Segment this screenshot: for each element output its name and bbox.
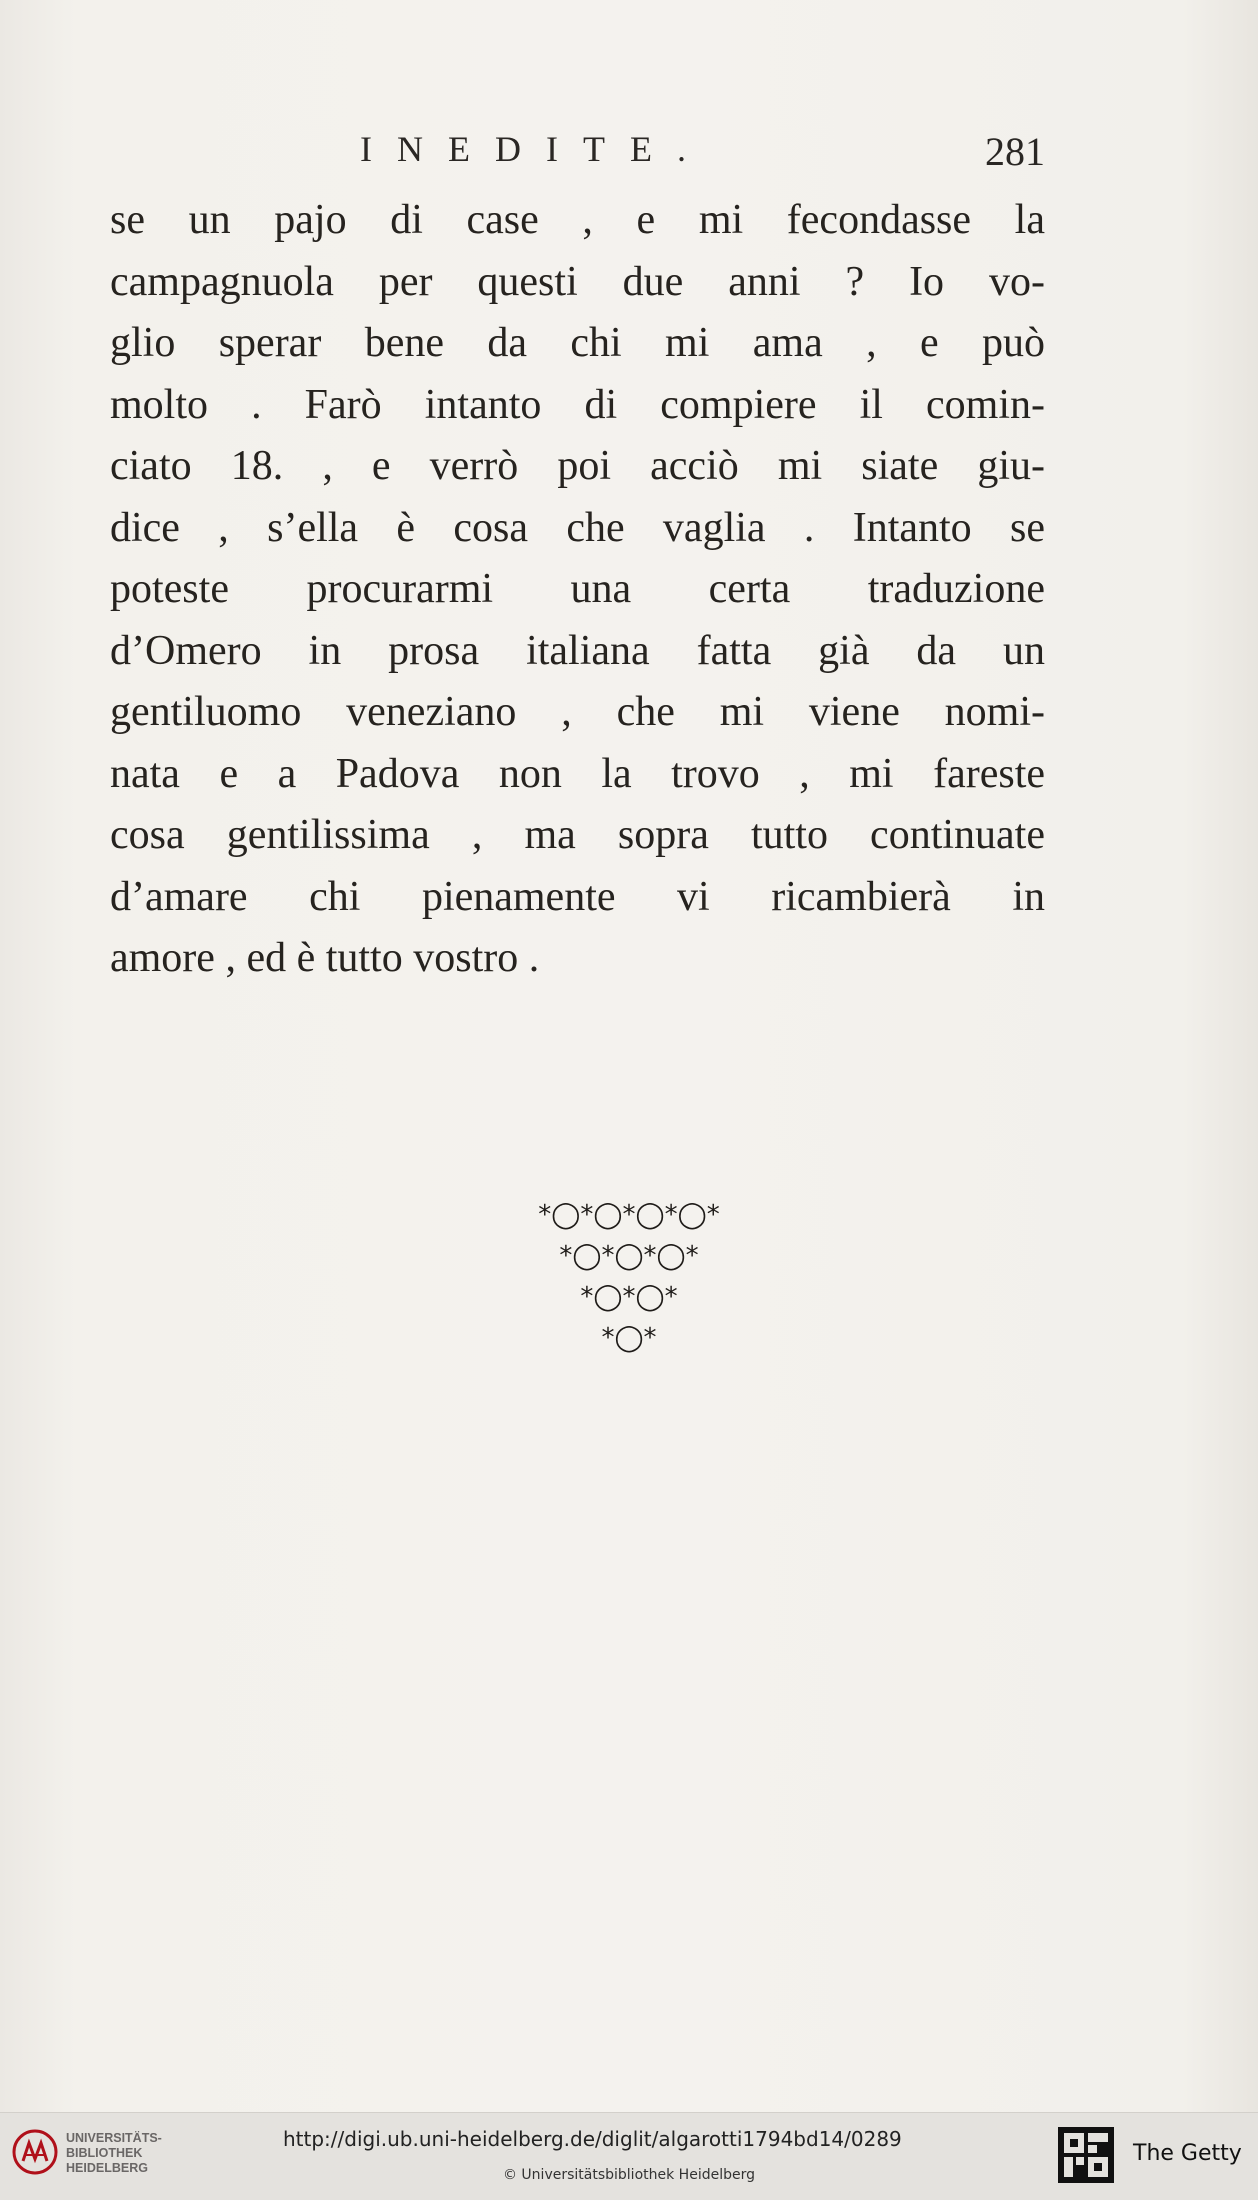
ornament-row: *◯*◯*◯* bbox=[559, 1241, 699, 1271]
text-line: d’Omero in prosa italiana fatta già da un bbox=[110, 627, 1045, 674]
text-line: d’amare chi pienamente vi ricambierà in bbox=[110, 873, 1045, 920]
text-line: cosa gentilissima , ma sopra tutto continuate bbox=[110, 812, 1045, 858]
text-line: ciato 18. , e verrò poi acciò mi siate giu- bbox=[110, 443, 1045, 489]
library-name-line: BIBLIOTHEK bbox=[66, 2146, 143, 2160]
text-line: molto . Farò intanto di compiere il comin- bbox=[110, 381, 1045, 428]
ornament-row: *◯*◯*◯*◯* bbox=[538, 1200, 720, 1230]
getty-name: The Getty bbox=[1133, 2141, 1242, 2166]
running-head bbox=[110, 128, 1045, 178]
library-name-line: HEIDELBERG bbox=[66, 2161, 148, 2175]
running-head-title: INEDITE. bbox=[360, 129, 711, 169]
ornament-row: *◯*◯* bbox=[580, 1282, 678, 1312]
viewer-footer bbox=[0, 2112, 1258, 2200]
page-number: 281 bbox=[985, 129, 1045, 174]
text-line: gentiluomo veneziano , che mi viene nomi- bbox=[110, 689, 1045, 735]
text-line-last: amore , ed è tutto vostro . bbox=[110, 935, 540, 981]
permalink-url[interactable]: http://digi.ub.uni-heidelberg.de/diglit/algarotti1794bd14/0289 bbox=[283, 2127, 902, 2151]
text-line: nata e a Padova non la trovo , mi fareste bbox=[110, 750, 1045, 797]
text-line: poteste procurarmi una certa traduzione bbox=[110, 566, 1045, 612]
ornament-row: *◯* bbox=[601, 1323, 657, 1353]
library-name-line: UNIVERSITÄTS- bbox=[66, 2131, 162, 2145]
text-line: campagnuola per questi due anni ? Io vo- bbox=[110, 258, 1045, 305]
body-text bbox=[110, 190, 1045, 990]
text-line: glio sperar bene da chi mi ama , e può bbox=[110, 320, 1045, 366]
tailpiece-ornament bbox=[0, 1195, 1258, 1359]
text-line: dice , s’ella è cosa che vaglia . Intanto se bbox=[110, 504, 1045, 551]
getty-logo-icon bbox=[1058, 2127, 1114, 2183]
copyright-notice: © Universitätsbibliothek Heidelberg bbox=[502, 2167, 755, 2183]
text-line: se un pajo di case , e mi fecondasse la bbox=[110, 197, 1045, 243]
